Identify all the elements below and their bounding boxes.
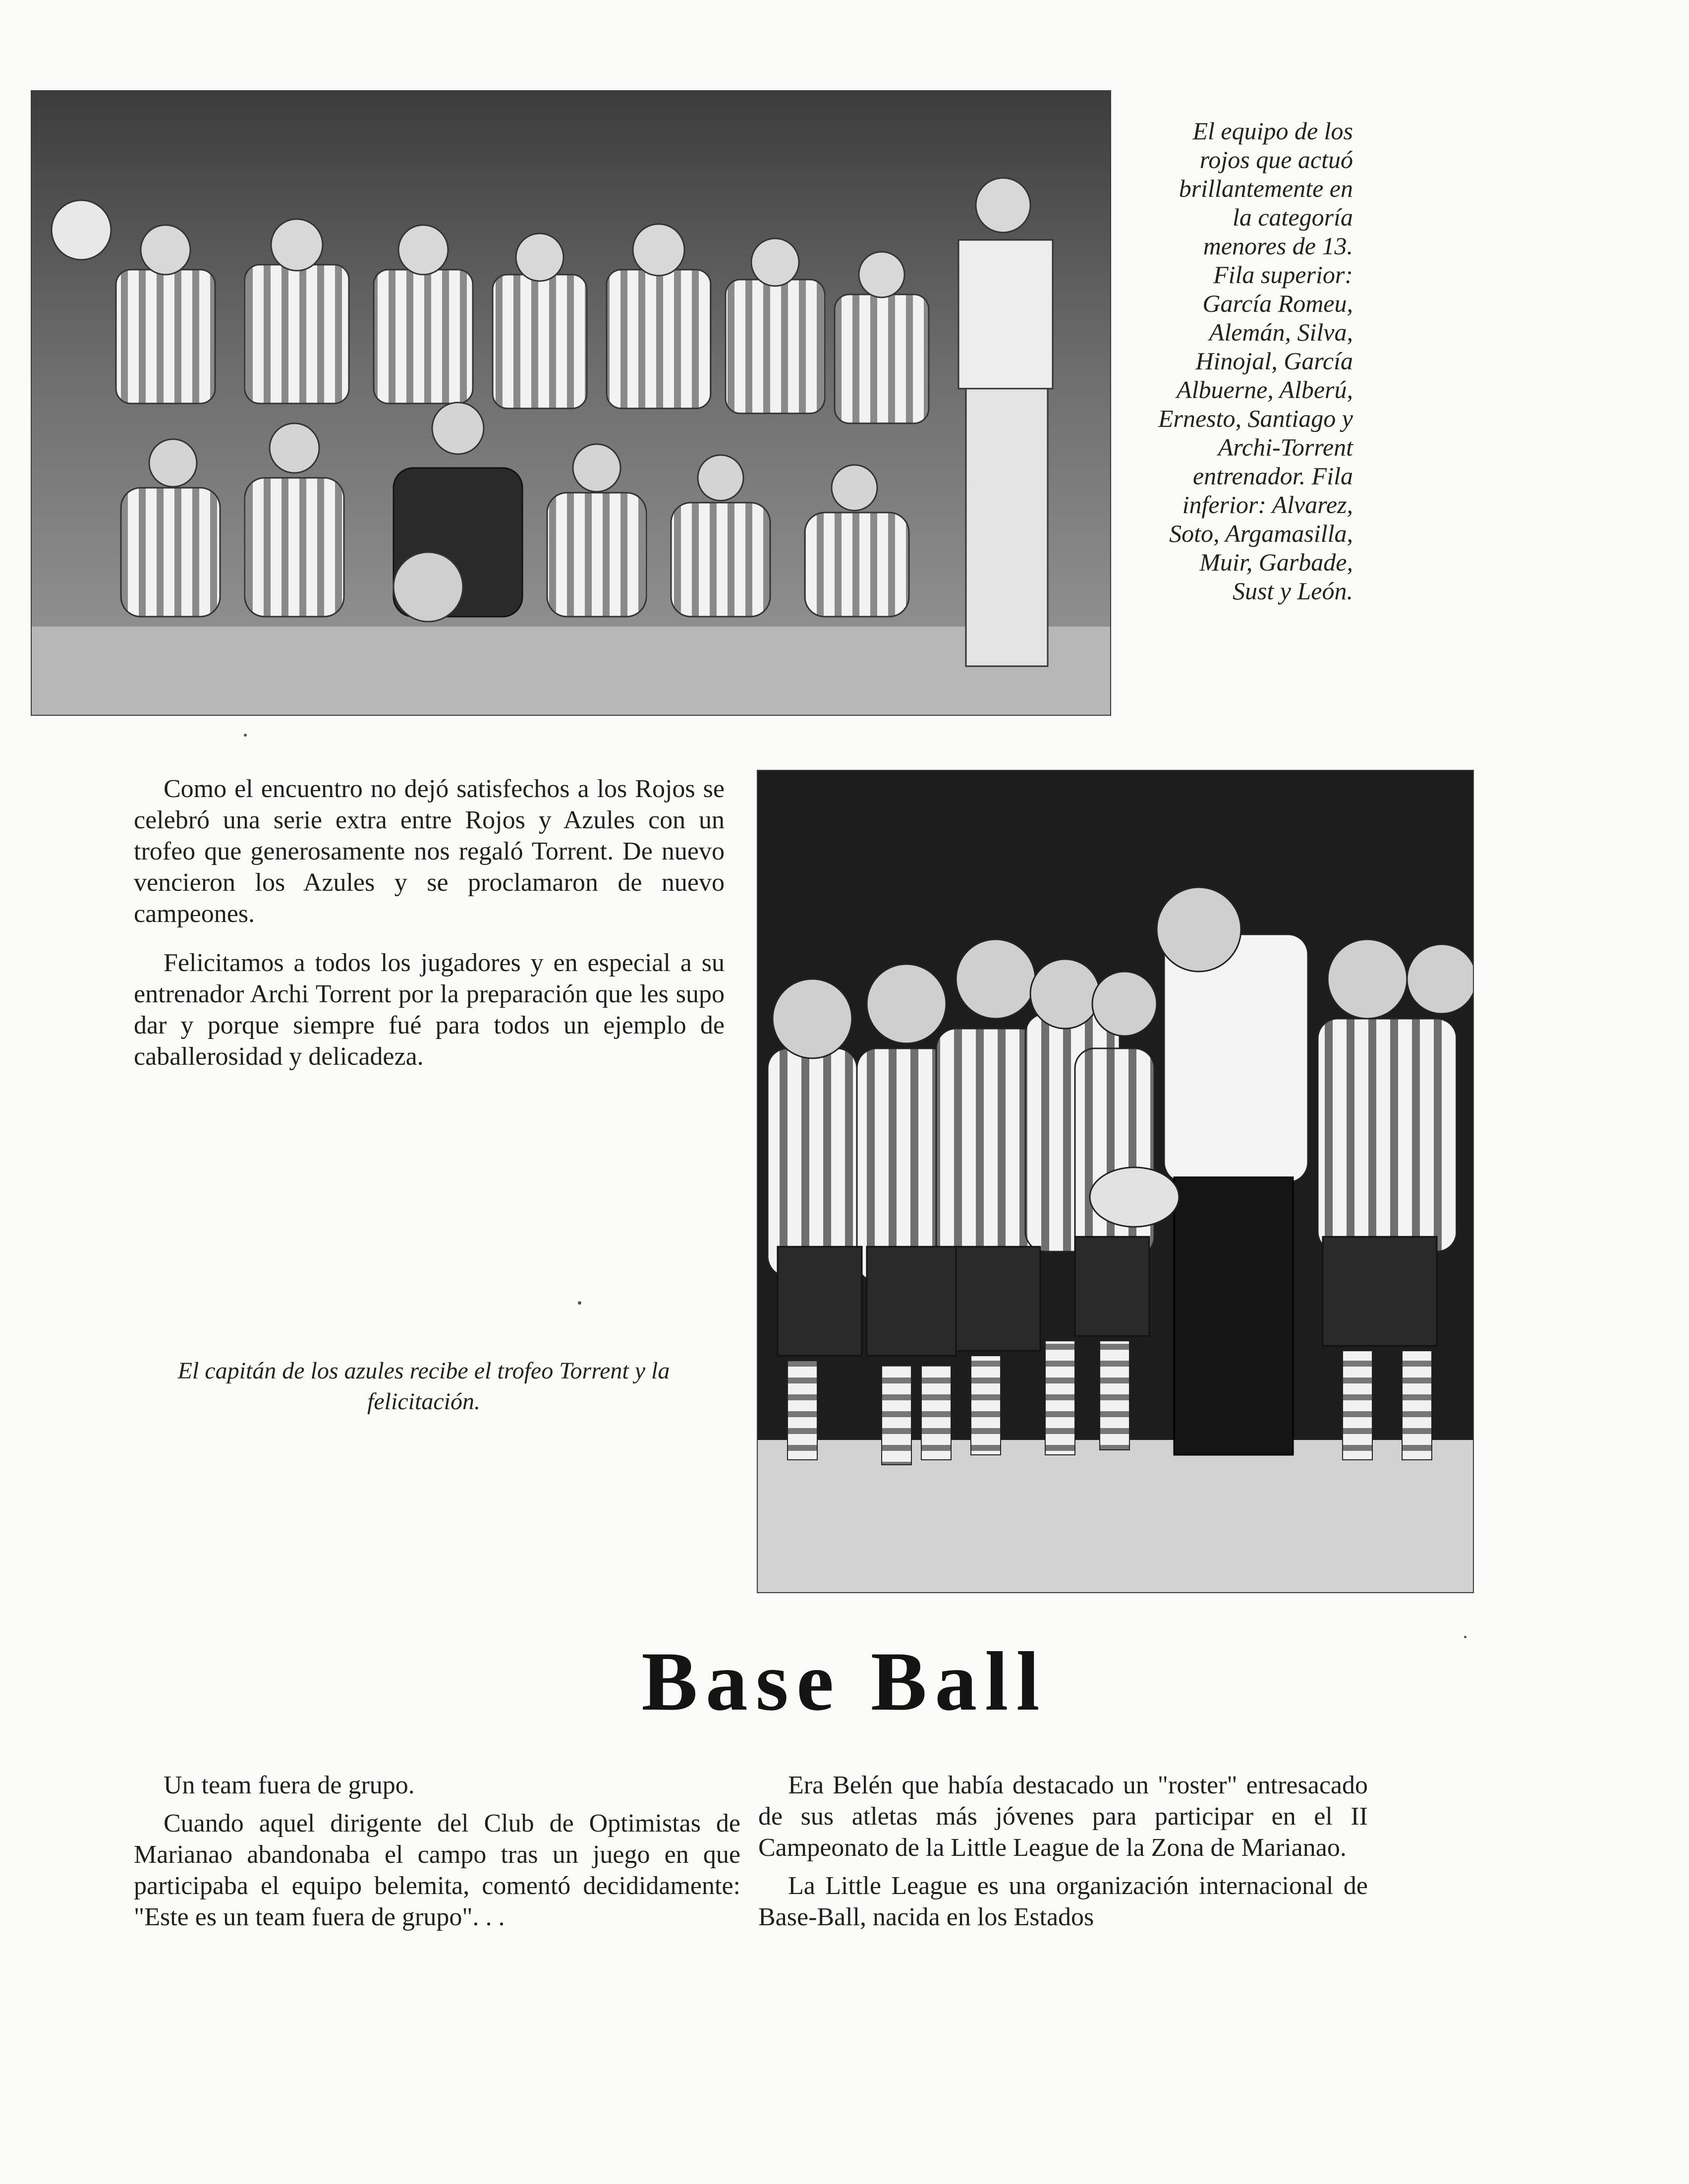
baseball-paragraph: Era Belén que había destacado un "roster" entresacado de sus atletas más jóvenes para participar en el II Campeonato de la Little League de la Zona de Marianao.	[758, 1771, 1368, 1862]
team-photo-reds-illustration	[32, 91, 1110, 715]
team-photo-reds	[31, 90, 1111, 716]
baseball-paragraph: La Little League es una organización internacional de Base-Ball, nacida en los Estados	[758, 1872, 1368, 1931]
scan-speck	[578, 1301, 581, 1305]
baseball-heading: Base Ball	[641, 1635, 1048, 1728]
baseball-column-left	[134, 1770, 740, 1951]
baseball-paragraph: Un team fuera de grupo.	[164, 1771, 415, 1799]
scan-speck	[244, 734, 247, 737]
trophy-photo-illustration	[758, 771, 1473, 1592]
team-photo-caption: El equipo de los rojos que actuó brillantemente en la categoría menores de 13. Fila superior: García Romeu, Alemán, Silva, Hinojal, García Albuerne, Alberú, Ernesto, Santiago y Archi-Torrent entrenador. Fila inferior: Alvarez, Soto, Argamasilla, Muir, Garbade, Sust y León.	[1158, 117, 1353, 605]
scan-speck	[1464, 1636, 1466, 1638]
baseball-paragraph: Cuando aquel dirigente del Club de Optimistas de Marianao abandonaba el campo tras un juego en que participaba el equipo belemita, comentó decididamente: "Este es un team fuera de grupo". . .	[134, 1809, 740, 1931]
baseball-column-right	[758, 1770, 1368, 1951]
trophy-photo	[757, 770, 1474, 1593]
soccer-paragraph: Como el encuentro no dejó satisfechos a los Rojos se celebró una serie extra entre Rojos y Azules con un trofeo que generosamente nos regaló Torrent. De nuevo vencieron los Azules y se proclamaron de nuevo campeones.	[134, 775, 725, 928]
soccer-paragraph: Felicitamos a todos los jugadores y en especial a su entrenador Archi Torrent por la preparación que les supo dar y porque siempre fué para todos un ejemplo de caballerosidad y delicadeza.	[134, 949, 725, 1071]
soccer-article	[134, 773, 725, 1090]
trophy-photo-caption: El capitán de los azules recibe el trofeo Torrent y la felicitación.	[177, 1358, 670, 1415]
